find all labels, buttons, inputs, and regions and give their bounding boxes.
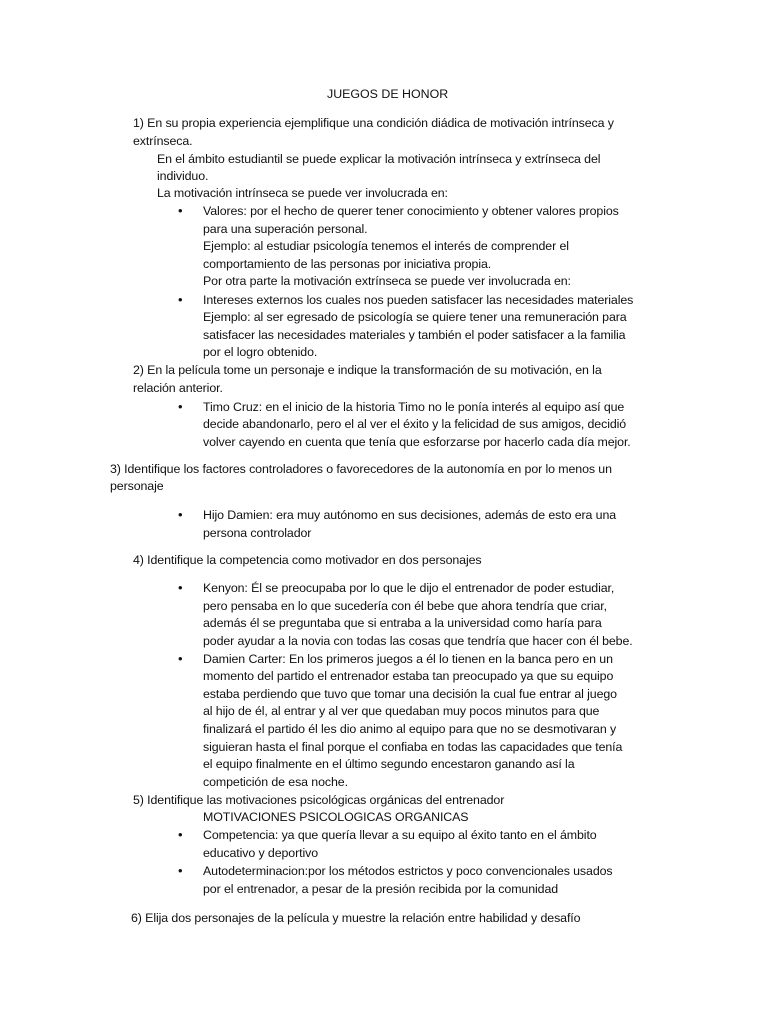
- bullet-icon: •: [178, 580, 183, 595]
- answer-4-bullet-2-line-8: competición de esa noche.: [203, 775, 348, 789]
- question-2-line-1: 2) En la película tome un personaje e indique la transformación de su motivación, en la: [133, 363, 602, 377]
- bullet-icon: •: [178, 863, 183, 878]
- answer-1-bullet-2-line-1: Intereses externos los cuales nos pueden satisfacer las necesidades materiales: [203, 293, 634, 307]
- answer-5-bullet-2-line-2: por el entrenador, a pesar de la presión recibida por la comunidad: [203, 882, 559, 896]
- question-1-line-1: 1) En su propia experiencia ejemplifique una condición diádica de motivación intrínseca y: [133, 116, 614, 130]
- question-5-line-1: 5) Identifique las motivaciones psicológicas orgánicas del entrenador: [133, 793, 505, 807]
- bullet-icon: •: [178, 827, 183, 842]
- answer-1-bullet-1-line-3: Ejemplo: al estudiar psicología tenemos el interés de comprender el: [203, 239, 569, 253]
- answer-3-bullet-1-line-1: Hijo Damien: era muy autónomo en sus decisiones, además de esto era una: [203, 508, 617, 522]
- question-2-line-2: relación anterior.: [133, 381, 223, 395]
- answer-1-paragraph-line-3: La motivación intrínseca se puede ver involucrada en:: [157, 186, 448, 200]
- answer-4-bullet-1-line-2: pero pensaba en lo que sucedería con él bebe que ahora tendría que criar,: [203, 599, 607, 613]
- answer-5-subtitle: MOTIVACIONES PSICOLOGICAS ORGANICAS: [203, 810, 469, 824]
- bullet-icon: •: [178, 203, 183, 218]
- answer-1-bullet-1-line-1: Valores: por el hecho de querer tener conocimiento y obtener valores propios: [203, 204, 619, 218]
- answer-1-bullet-1-line-2: para una superación personal.: [203, 222, 368, 236]
- answer-1-bullet-1-line-5: Por otra parte la motivación extrínseca se puede ver involucrada en:: [203, 274, 571, 288]
- answer-4-bullet-2-line-7: el equipo finalmente en el último segundo encestaron ganando así la: [203, 757, 575, 771]
- bullet-icon: •: [178, 292, 183, 307]
- question-1-line-2: extrínseca.: [133, 134, 193, 148]
- answer-4-bullet-1-line-3: además él se preguntaba que si entraba a la universidad como haría para: [203, 616, 602, 630]
- question-3-line-2: personaje: [110, 479, 164, 493]
- answer-4-bullet-2-line-1: Damien Carter: En los primeros juegos a él lo tienen en la banca pero en un: [203, 652, 613, 666]
- document-title: JUEGOS DE HONOR: [327, 87, 449, 101]
- answer-1-paragraph-line-2: individuo.: [157, 169, 209, 183]
- answer-1-paragraph-line-1: En el ámbito estudiantil se puede explicar la motivación intrínseca y extrínseca del: [157, 152, 601, 166]
- answer-5-bullet-1-line-2: educativo y deportivo: [203, 846, 318, 860]
- answer-1-bullet-2-line-2: Ejemplo: al ser egresado de psicología se quiere tener una remuneración para: [203, 310, 627, 324]
- answer-4-bullet-2-line-5: finalizará el partido él les dio animo al equipo para que no se desmotivaran y: [203, 722, 617, 736]
- answer-4-bullet-2-line-4: al hijo de él, al entrar y al ver que quedaban muy pocos minutos para que: [203, 704, 600, 718]
- answer-2-bullet-1-line-3: volver cayendo en cuenta que tenía que esforzarse por hacerlo cada día mejor.: [203, 435, 631, 449]
- answer-1-bullet-2-line-3: satisfacer las necesidades materiales y también el poder satisfacer a la familia: [203, 328, 626, 342]
- bullet-icon: •: [178, 651, 183, 666]
- bullet-icon: •: [178, 399, 183, 414]
- bullet-icon: •: [178, 507, 183, 522]
- answer-4-bullet-1-line-1: Kenyon: Él se preocupaba por lo que le dijo el entrenador de poder estudiar,: [203, 581, 615, 595]
- answer-2-bullet-1-line-2: decide abandonarlo, pero el al ver el éxito y la felicidad de sus amigos, decidió: [203, 417, 627, 431]
- answer-3-bullet-1-line-2: persona controlador: [203, 526, 312, 540]
- answer-4-bullet-1-line-4: poder ayudar a la novia con todas las cosas que tendría que hacer con él bebe.: [203, 634, 633, 648]
- answer-1-bullet-1-line-4: comportamiento de las personas por iniciativa propia.: [203, 257, 492, 271]
- answer-5-bullet-1-line-1: Competencia: ya que quería llevar a su equipo al éxito tanto en el ámbito: [203, 828, 597, 842]
- answer-5-bullet-2-line-1: Autodeterminacion:por los métodos estrictos y poco convencionales usados: [203, 864, 613, 878]
- question-3-line-1: 3) Identifique los factores controladores o favorecedores de la autonomía en por lo menos un: [110, 462, 612, 476]
- answer-1-bullet-2-line-4: por el logro obtenido.: [203, 345, 318, 359]
- answer-4-bullet-2-line-3: estaba perdiendo que tuvo que tomar una decisión la cual fue entrar al juego: [203, 687, 617, 701]
- question-6-line-1: 6) Elija dos personajes de la película y muestre la relación entre habilidad y desafío: [131, 911, 581, 925]
- question-4-line-1: 4) Identifique la competencia como motivador en dos personajes: [133, 553, 482, 567]
- answer-4-bullet-2-line-6: siguieran hasta el final porque el confiaba en todas las capacidades que tenía: [203, 740, 623, 754]
- answer-4-bullet-2-line-2: momento del partido el entrenador estaba tan preocupado ya que su equipo: [203, 669, 614, 683]
- answer-2-bullet-1-line-1: Timo Cruz: en el inicio de la historia Timo no le ponía interés al equipo así que: [203, 400, 625, 414]
